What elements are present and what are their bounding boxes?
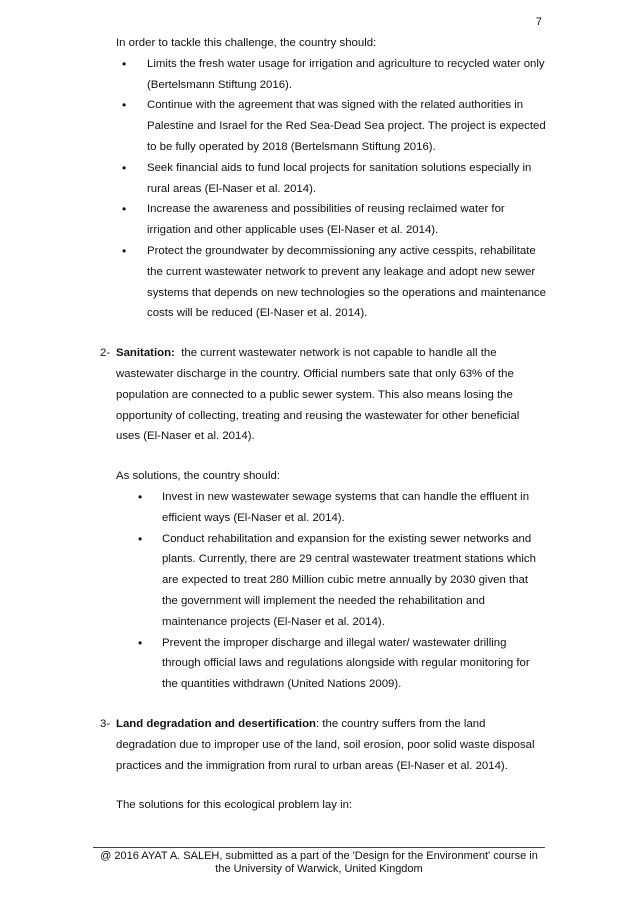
intro-text: In order to tackle this challenge, the country should: xyxy=(116,37,377,49)
page-content xyxy=(100,33,546,816)
item-text: : the country suffers from the land degradation due to improper use of the land, soil erosion, poor solid waste disposal practices and the immigration from rural to urban areas (El-Naser et al. 2014). xyxy=(116,717,535,772)
bullet-list-1 xyxy=(116,54,546,324)
footer-line-2: the University of Warwick, United Kingdom xyxy=(215,863,423,875)
item-number: 3- xyxy=(100,717,111,730)
solutions-intro: As solutions, the country should: xyxy=(116,470,280,483)
list-item: • Invest in new wastewater sewage systems that can handle the effluent in efficient ways (El-Naser et al. 2014). xyxy=(132,487,546,529)
item-text: the current wastewater network is not capable to handle all the wastewater discharge in the country. Official numbers sate that only 63% of the population are connected to a public sewer system. This also means losing the opportunity of collecting, treating and reusing the wastewater for other beneficial uses (El-Naser et al. 2014). xyxy=(116,347,520,443)
list-item: • Increase the awareness and possibilities of reusing reclaimed water for irrigation and other applicable uses (El-Naser et al. 2014). xyxy=(116,199,546,241)
list-item: • Continue with the agreement that was signed with the related authorities in Palestine and Israel for the Red Sea-Dead Sea project. The project is expected to be fully operated by 2018 (Bertelsmann Stiftung 2016). xyxy=(116,95,546,157)
numbered-item-2 xyxy=(100,343,546,695)
item-heading: Land degradation and desertification xyxy=(116,717,316,730)
item-heading: Sanitation: xyxy=(116,347,175,360)
list-item: • Prevent the improper discharge and illegal water/ wastewater drilling through official laws and regulations alongside with regular monitoring for the quantities withdrawn (United Nations 2009). xyxy=(132,633,546,695)
item-number: 2- xyxy=(100,347,111,360)
list-item: • Conduct rehabilitation and expansion for the existing sewer networks and plants. Currently, there are 29 central wastewater treatment stations which are expected to treat 280 Million cubic metre annually by 2030 given that the government will implement the needed the rehabilitation and maintenance projects (El-Naser et al. 2014). xyxy=(132,529,546,633)
solutions-intro: The solutions for this ecological problem lay in: xyxy=(116,799,353,812)
page-number: 7 xyxy=(535,16,542,28)
list-item: • Protect the groundwater by decommissioning any active cesspits, rehabilitate the current wastewater network to prevent any leakage and adopt new sewer systems that depends on new technologies so the operations and maintenance costs will be reduced (El-Naser et al. 2014). xyxy=(116,241,546,324)
item-paragraph xyxy=(116,343,546,447)
bullet-list-2 xyxy=(132,487,546,695)
numbered-item-3 xyxy=(100,714,546,816)
footer xyxy=(93,850,545,876)
list-item: • Seek financial aids to fund local projects for sanitation solutions especially in rural areas (El-Naser et al. 2014). xyxy=(116,158,546,200)
item-paragraph xyxy=(116,714,546,776)
footer-line-1: @ 2016 AYAT A. SALEH, submitted as a part of the 'Design for the Environment' course in xyxy=(100,850,538,862)
footer-divider xyxy=(93,847,545,848)
list-item: • Limits the fresh water usage for irrigation and agriculture to recycled water only (Bertelsmann Stiftung 2016). xyxy=(116,54,546,96)
